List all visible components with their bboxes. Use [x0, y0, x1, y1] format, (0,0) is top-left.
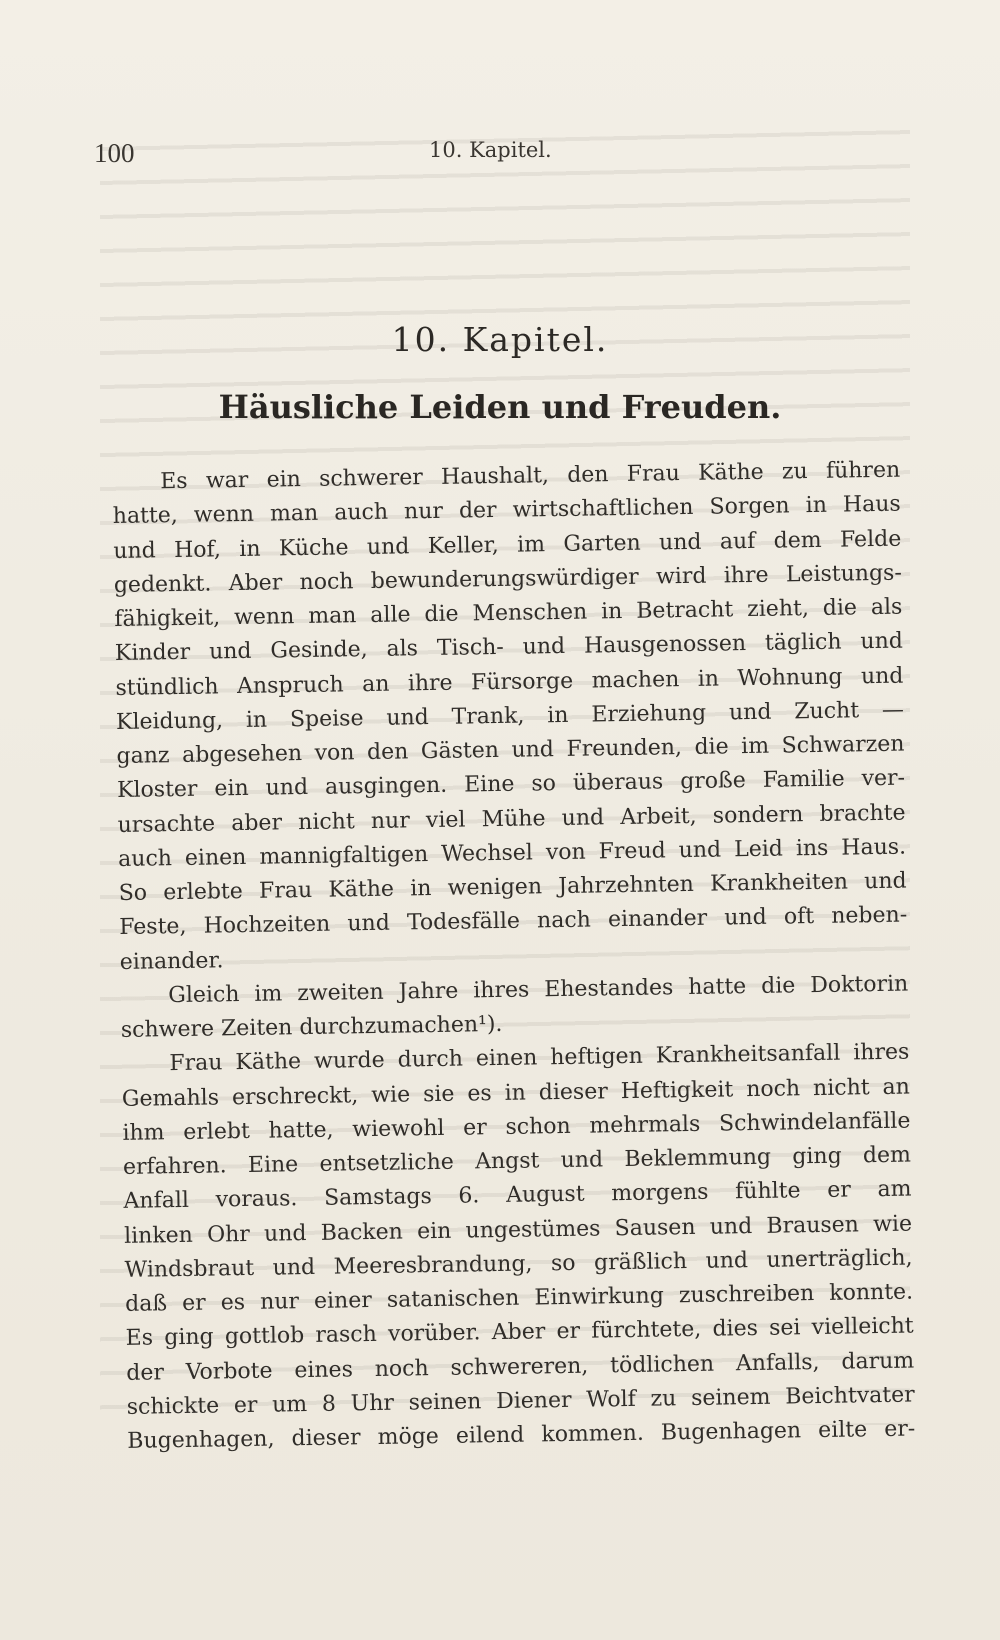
- page-number: 100: [94, 138, 135, 168]
- chapter-label: 10. Kapitel.: [391, 320, 609, 359]
- text-line: linken Ohr und Backen ein ungestümes Sausen und Brausen wie: [123, 1211, 913, 1249]
- text-line: Gleich im zweiten Jahre ihres Ehestandes hatte die Doktorin: [168, 971, 909, 1008]
- text-line: So erlebte Frau Käthe in wenigen Jahrzehnten Krankheiten und: [118, 868, 907, 906]
- text-line: fähigkeit, wenn man alle die Menschen in Betracht zieht, die als: [114, 594, 903, 632]
- text-line: erfahren. Eine entsetzliche Angst und Beklemmung ging dem: [122, 1142, 912, 1180]
- text-line: stündlich Anspruch an ihre Fürsorge machen in Wohnung und: [115, 663, 904, 701]
- text-line: ursachte aber nicht nur viel Mühe und Arbeit, sondern brachte: [117, 800, 906, 838]
- text-line: Es ging gottlob rasch vorüber. Aber er fürchtete, dies sei vielleicht: [125, 1313, 914, 1352]
- text-line: Kinder und Gesinde, als Tisch- und Hausgenossen täglich und: [114, 628, 904, 667]
- page-header: [94, 138, 914, 178]
- text-line: schickte er um 8 Uhr seinen Diener Wolf zu seinem Beichtvater: [126, 1382, 915, 1420]
- text-line: Feste, Hochzeiten und Todesfälle nach einander und oft neben-: [119, 902, 908, 941]
- text-line: Frau Käthe wurde durch einen heftigen Krankheitsanfall ihres: [169, 1039, 910, 1077]
- text-line: schwere Zeiten durchzumachen¹).: [120, 1011, 503, 1043]
- text-line: und Hof, in Küche und Keller, im Garten und auf dem Felde: [113, 526, 902, 564]
- text-line: Windsbraut und Meeresbrandung, so gräßlich und unerträglich,: [124, 1245, 913, 1283]
- text-line: hatte, wenn man auch nur der wirtschaftlichen Sorgen in Haus: [112, 491, 901, 530]
- text-line: gedenkt. Aber noch bewunderungswürdiger wird ihre Leistungs-: [113, 560, 902, 598]
- chapter-title: Häusliche Leiden und Freuden.: [218, 388, 782, 426]
- running-head: 10. Kapitel.: [429, 138, 552, 162]
- text-line: Kleidung, in Speise und Trank, in Erziehung und Zucht —: [115, 697, 905, 735]
- body-text: [112, 453, 928, 1459]
- text-line: Kloster ein und ausgingen. Eine so überaus große Familie ver-: [116, 765, 906, 804]
- text-line: Gemahls erschreckt, wie sie es in dieser Heftigkeit noch nicht an: [121, 1074, 911, 1112]
- text-line: der Vorbote eines noch schwereren, tödlichen Anfalls, darum: [126, 1348, 915, 1386]
- text-line: Anfall voraus. Samstags 6. August morgens fühlte er am: [123, 1176, 912, 1215]
- text-line: Bugenhagen, dieser möge eilend kommen. Bugenhagen eilte er-: [127, 1416, 916, 1454]
- text-line: Es war ein schwerer Haushalt, den Frau Käthe zu führen: [160, 457, 901, 495]
- text-line: ganz abgesehen von den Gästen und Freunden, die im Schwarzen: [116, 731, 905, 769]
- text-line: auch einen mannigfaltigen Wechsel von Freud und Leid ins Haus.: [117, 834, 907, 872]
- text-line: daß er es nur einer satanischen Einwirkung zuschreiben konnte.: [124, 1279, 914, 1317]
- text-line: ihm erlebt hatte, wiewohl er schon mehrmals Schwindelanfälle: [122, 1108, 911, 1146]
- text-line: einander.: [119, 947, 224, 975]
